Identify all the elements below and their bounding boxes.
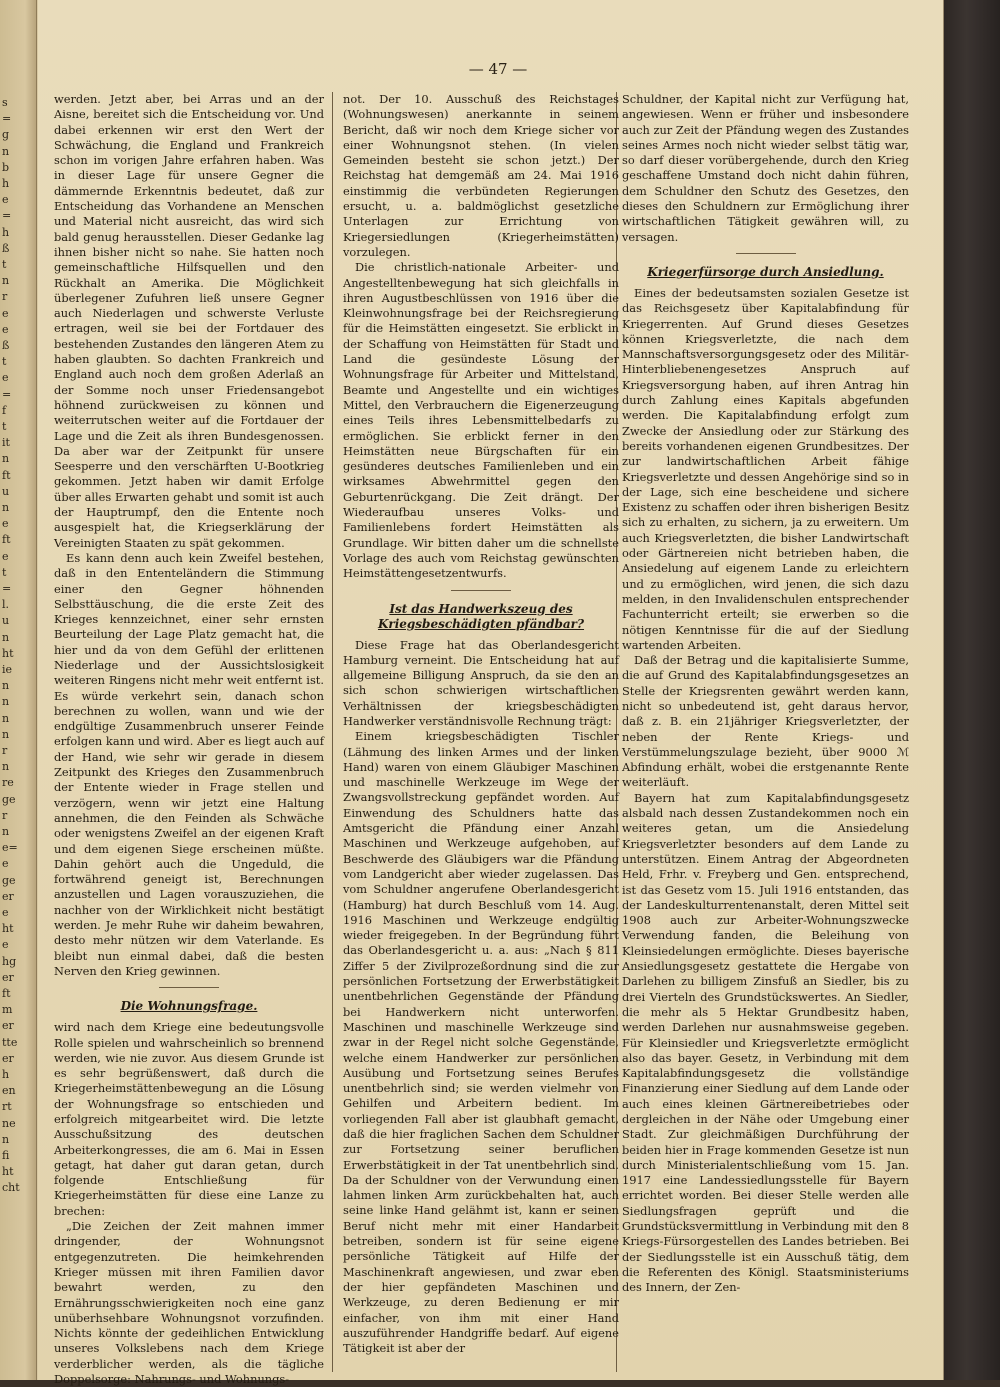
page-number: — 47 — [468,60,528,78]
margin-fragment: u [2,614,10,628]
margin-fragment: n [2,501,10,514]
margin-fragment: tte [2,1035,18,1049]
margin-fragment: n [2,760,10,774]
margin-fragment: n [2,274,10,288]
paragraph: wird nach dem Kriege eine bedeutungsvolle Rolle spielen und wahrscheinlich so brennend werden, wie nie zuvor. Aus diesem Grunde ist es sehr begrüßenswert, daß durch die Kriegerheimstättenbewegung an die Lösung der Wohnungsfrage so entschieden und erfolgreich mitgearbeitet wird. Die letzte Ausschußsitzung des deutschen Arbeiterkongresses, die am 6. Mai in Essen getagt, hat daher gut daran getan, durch folgende Entschließung für Kriegerheimstätten für diese eine Lanze zu brechen: [54,1020,324,1218]
margin-fragment: t [2,258,7,271]
paragraph: „Die Zeichen der Zeit mahnen immer dringender, der Wohnungsnot entgegenzutreten. Die heimkehrenden Krieger müssen mit ihren Familien davor bewahrt werden, zu den Ernährungsschwierigkeiten noch eine ganz unüberhsehbare Wohnungsnot vorzufinden. Nichts könnte der gedeihlichen Entwicklung unseres Volkslebens nach dem Kriege verderblicher werden, als die tägliche Doppelsorge: Nahrungs- und Wohnungs- [54,1219,324,1387]
margin-fragment: ft [2,468,11,482]
margin-fragment: s [2,96,8,109]
margin-fragment: fi [2,1149,10,1162]
margin-fragment: n [2,1132,10,1146]
margin-fragment: n [2,452,10,466]
column-rule [332,92,333,1372]
margin-fragment: e [2,306,9,320]
margin-fragment: e [2,857,9,871]
paragraph: Eines der bedeutsamsten sozialen Gesetze ist das Reichsgesetz über Kapitalabfindung für Kriegerrenten. Auf Grund dieses Gesetzes können Kriegsverletzte, die nach dem Mannschaftsversorgungsgesetz oder des Militär-Hinterbliebenengesetzes Anspruch auf Kriegsversorgung haben, auf ihren Antrag hin durch Zahlung eines Kapitals abgefunden werden. Die Kapitalabfindung erfolgt zum Zwecke der Ansiedlung oder zur Stärkung des bereits vorhandenen eigenen Grundbesitzes. Der zur landwirtschaftlichen Arbeit fähige Kriegsverletzte und dessen Angehörige sind so in der Lage, sich eine bescheidene und sichere Existenz zu schaffen oder ihren bisherigen Besitz sich zu erhalten, zu sichern, ja zu erweitern. Um auch Kriegsverletzten, die bisher Landwirtschaft oder Gärtnereien nicht betrieben haben, die Ansiedelung auf eigenem Lande zu erleichtern und zu ermöglichen, wird jenen, die sich dazu melden, in den Invalidenschulen entsprechender Fachunterricht erteilt; sie erwerben so die nötigen Kenntnisse für die auf der Siedlung wartenden Arbeiten. [622,285,909,652]
margin-fragment: ht [2,646,14,660]
margin-fragment: r [2,290,8,304]
margin-fragment: e [2,549,9,563]
margin-fragment: = [2,582,12,595]
margin-fragment: t [2,565,7,579]
margin-fragment: l. [2,598,10,612]
margin-fragment: ie [2,663,13,676]
margin-fragment: e [2,517,9,531]
margin-fragment: n [2,144,10,158]
previous-page-edge [0,0,37,1380]
paragraph: Diese Frage hat das Oberlandesgericht Hamburg verneint. Die Entscheidung hat auf allgemeine Billigung Anspruch, da sie den an sich schon schwierigen wirtschaftlichen Verhältnissen der kriegsbeschädigten Handwerker verständnisvolle Rechnung trägt: [343,637,619,728]
paragraph: Schuldner, der Kapital nicht zur Verfügung hat, angewiesen. Wenn er früher und insbesondere auch zur Zeit der Pfändung wegen des Zustandes seines Armes noch nicht wieder selbst tätig war, so darf dieser vorübergehende, durch den Krieg geschaffene Umstand doch nicht dahin führen, dem Schuldner den Schutz des Gesetzes, den dieses den Schuldnern zur Ermöglichung ihrer wirtschaftlichen Tätigkeit gewähren will, zu versagen. [622,92,910,244]
margin-fragment: ge [2,873,16,887]
newspaper-page [38,0,943,1387]
margin-fragment: ge [2,792,16,806]
column-3 [622,92,909,1362]
margin-fragment: = [2,112,12,126]
margin-fragment: ß [2,339,10,352]
margin-fragment: f [2,403,7,417]
margin-fragment: e [2,938,9,952]
margin-fragment: h [2,225,10,239]
column-2 [343,92,619,1362]
margin-fragment: it [2,436,10,450]
margin-fragment: = [2,209,12,223]
margin-fragment: ft [2,533,11,547]
margin-fragment: e [2,322,9,336]
margin-fragment: hg [2,954,17,968]
section-heading: Ist das Handwerkszeug des Kriegsbeschädigten pfändbar? [377,601,585,631]
margin-fragment: g [2,128,10,142]
margin-fragment: n [2,825,10,838]
margin-fragment: t [2,355,7,369]
book-binding [944,0,1000,1380]
paragraph: Es kann denn auch kein Zweifel bestehen, daß in den Ententeländern die Stimmung einer den Gegner höhnenden Selbsttäuschung, die die erste Zeit des Krieges kennzeichnet, einer sehr ernsten Beurteilung der Lage Platz gemacht hat, die hier und da von dem Gefühl der erlittenen Niederlage und der Aussichtslosigkeit weiteren Ringens nicht mehr weit entfernt ist. Es würde verkehrt sein, danach schon berechnen zu wollen, wann und wie der endgültige Zusammenbruch unserer Feinde erfolgen kann und wird. Aber es liegt auch auf der Hand, wie sehr wir gerade in diesem Zeitpunkt des Krieges den Zusammenbruch der Entente wieder in Frage stellen und verzögern, wenn wir jetzt eine Haltung annehmen, die den Feinden als Schwäche oder wenigstens Zweifel an der eigenen Kraft und dem eigenen Siege erscheinen müßte. Dahin gehört auch die Ungeduld, die fortwährend geneigt ist, Berechnungen anzustellen und Lagen vorauszuziehen, die nachher von der Wirklichkeit nicht bestätigt werden. Je mehr Ruhe wir daheim bewahren, desto mehr nützen wir dem Vaterlande. Es bleibt nun einmal dabei, daß die besten Nerven den Krieg gewinnen. [54,550,324,978]
margin-fragment: b [2,160,10,174]
margin-fragment: n [2,679,10,693]
margin-fragment: h [2,1068,10,1081]
margin-fragment: r [2,808,8,822]
margin-fragment: ne [2,1116,16,1130]
margin-fragment: e [2,906,9,919]
margin-fragment: e [2,371,9,385]
margin-fragment: m [2,1003,13,1017]
margin-fragment: e= [2,841,18,855]
paragraph: not. Der 10. Ausschuß des Reichstages (Wohnungswesen) anerkannte in seinem Bericht, daß wir noch dem Kriege sicher vor einer Wohnungsnot stehen. (In vielen Gemeinden besteht sie schon jetzt.) Der Reichstag hat demgemäß am 24. Mai 1916 einstimmig die verbündeten Regierungen ersucht, u. a. baldmöglichst gesetzliche Unterlagen zur Errichtung von Kriegersiedlungen (Kriegerheimstätten) vorzulegen. [343,92,619,259]
margin-fragment: n [2,727,10,741]
margin-fragment: er [2,1019,14,1033]
margin-fragment: cht [2,1181,20,1195]
paragraph: Einem kriegsbeschädigten Tischler (Lähmung des linken Armes und der linken Hand) waren von einem Gläubiger Maschinen und maschinelle Werkzeuge im Wege der Zwangsvollstreckung gepfändet worden. Auf Einwendung des Schuldners hatte das Amtsgericht die Pfändung einer Anzahl Maschinen und Werkzeuge aufgehoben, auf Beschwerde des Gläubigers war die Pfändung vom Landgericht aber wieder zugelassen. Das vom Schuldner angerufene Oberlandesgericht (Hamburg) hat durch Beschluß vom 14. Aug. 1916 Maschinen und Werkzeuge endgültig wieder freigegeben. In der Begründung führt das Oberlandesgericht u. a. aus: „Nach § 811 Ziffer 5 der Zivilprozeßordnung sind die zur persönlichen Fortsetzung der Erwerbstätigkeit unentbehrlichen Gegenstände der Pfändung bei Handwerkern nicht unterworfen. Maschinen und maschinelle Werkzeuge sind zwar in der Regel nicht solche Gegenstände, welche einem Handwerker zur persönlichen Ausübung und Fortsetzung seines Berufes unentbehrlich sind; sie werden vielmehr von Gehilfen und Arbeitern bedient. Im vorliegenden Fall aber ist glaubhaft gemacht, daß die hier fraglichen Sachen dem Schuldner zur Fortsetzung seiner beruflichen Erwerbstätigkeit in der Tat unentbehrlich sind. Da der Schuldner von der Verwundung einen lahmen linken Arm zurückbehalten hat, auch seine linke Hand gelähmt ist, kann er seinen Beruf nicht mehr mit einer Handarbeit betreiben, sondern ist für seine eigene persönliche Tätigkeit auf Hilfe der Maschinenkraft angewiesen, und zwar eben der hier gepfändeten Maschinen und Werkzeuge, zu deren Bedienung er mir einfacher, von ihm mit einer Hand auszuführender Handgriffe bedarf. Auf eigene Tätigkeit ist aber der [343,729,619,1356]
margin-fragment: = [2,387,12,401]
margin-fragment: rt [2,1100,12,1114]
margin-fragment: ß [2,241,10,255]
paragraph: Daß der Betrag und die kapitalisierte Summe, die auf Grund des Kapitalabfindungsgesetzes an Stelle der Kriegsrenten gewährt werden kann, nicht so unbedeutend ist, geht daraus hervor, daß z. B. ein 21jähriger Kriegsverletzter, der neben der Rente Kriegs- und Verstümmelungszulage bezieht, über 9000 ℳ Abfindung erhält, wobei die erstgenannte Rente weiterläuft. [622,653,909,790]
margin-fragment: n [2,695,10,709]
margin-fragment: n [2,711,10,725]
margin-fragment: ft [2,987,11,1000]
margin-fragment: en [2,1084,16,1098]
section-divider [159,987,219,988]
margin-fragment: r [2,744,8,757]
margin-fragment: n [2,630,10,644]
paragraph: werden. Jetzt aber, bei Arras und an der Aisne, bereitet sich die Entscheidung vor. Und dabei erkennen wir erst den Wert der Schwächung, die England und Frankreich schon im vorigen Jahre erfahren haben. Was in dieser Lage für unsere Gegner die dämmernde Erkenntnis bedeutet, daß zur Entscheidung das Vorhandene an Menschen und Material nicht ausreicht, das wird sich bald genug herausstellen. Dieser Gedanke lag ihnen bisher nicht so nahe. Sie hatten noch gemeinschaftliche Hilfsquellen und den Rückhalt an Amerika. Die Möglichkeit überlegener Zufuhren ließ unsere Gegner auch Niederlagen und schwerste Verluste ertragen, weil sie bei der Fortdauer des bestehenden Zustandes den längeren Atem zu haben glaubten. So dachten Frankreich und England auch noch dem großen Aderlaß an der Somme noch unser Friedensangebot höhnend zurückweisen zu können und weiterrutschen weiter auf die Fortdauer der Lage und die Zeit als ihren Bundesgenossen. Da aber war der Zeitpunkt für unsere Seesperre und den verschärften U-Bootkrieg gekommen. Jetzt haben wir damit Erfolge über alles Erwarten gehabt und somit ist auch der Hauptrumpf, den die Entente noch ausgespielt hat, die Kriegserklärung der Vereinigten Staaten zu spät gekommen. [54,92,324,550]
margin-fragment: er [2,1051,14,1065]
margin-fragment: ht [2,1165,14,1179]
margin-fragment: u [2,484,10,498]
margin-fragment: h [2,177,10,190]
section-divider [451,590,511,591]
section-divider [736,253,796,254]
margin-fragment: er [2,970,14,984]
column-1 [54,92,324,1387]
paragraph: Bayern hat zum Kapitalabfindungsgesetz alsbald nach dessen Zustandekommen noch ein weiteres getan, um die Ansiedelung Kriegsverletzter besonders auf dem Lande zu unterstützen. Einem Antrag der Abgeordneten Held, Frhr. v. Freyberg und Gen. entsprechend, ist das Gesetz vom 15. Juli 1916 entstanden, das der Landeskulturrentenanstalt, deren Mittel seit 1908 auch zur Arbeiter-Wohnungszwecke Verwendung fanden, die Beleihung von Kleinsiedelungen ermöglichte. Dieses bayerische Ansiedlungsgesetz gestattete die Hergabe von Darlehen zu billigem Zinsfuß an Siedler, bis zu drei Vierteln des Grundstückswertes. An Siedler, die mehr als 5 Hektar Grundbesitz haben, werden Darlehen nur ausnahmsweise gegeben. Für Kleinsiedler und Kriegsverletzte ermöglicht also das bayer. Gesetz, in Verbindung mit dem Kapitalabfindungsgesetz die vollständige Finanzierung einer Siedlung auf dem Lande oder auch eines kleinen Gärtnereibetriebes oder dergleichen in der Nähe oder Umgebung einer Stadt. Zur gleichmäßigen Durchführung der beiden hier in Frage kommenden Gesetze ist nun durch Ministerialentschließung vom 15. Jan. 1917 eine Landessiedlungsstelle für Bayern errichtet worden. Bei dieser Stelle werden alle Siedlungsfragen geprüft und die Grundstücksvermittlung in Verbindung mit den 8 Kriegs-Fürsorgestellen des Landes betrieben. Bei der Siedlungsstelle ist ein Ausschuß tätig, dem die Referenten des Königl. Staatsministeriums des Innern, der Zen- [622,790,909,1295]
margin-fragment: re [2,776,14,790]
section-heading: Die Wohnungsfrage. [120,999,258,1014]
margin-fragment: t [2,420,7,433]
section-heading: Kriegerfürsorge durch Ansiedlung. [647,264,884,279]
margin-fragment: er [2,889,14,903]
margin-fragment: e [2,193,9,207]
paragraph: Die christlich-nationale Arbeiter- und Angestelltenbewegung hat sich gleichfalls in ihren Augustbeschlüssen von 1916 über die Kleinwohnungsfrage bei der Reichsregierung für die Heimstätten eingesetzt. Sie erblickt in der Schaffung von Heimstätten für Stadt und Land die gesündeste Lösung der Wohnungsfrage für Arbeiter und Mittelstand, Beamte und Angestellte und ein wichtiges Mittel, den Verbrauchern die Eigenerzeugung eines Teils ihres Lebensmittelbedarfs zu ermöglichen. Sie erblickt ferner in den Heimstätten neue Bürgschaften für ein gesünderes deutsches Familienleben und ein wirksames Abwehrmittel gegen den Geburtenrückgang. Die Zeit drängt. Der Wiederaufbau unseres Volks- und Familienlebens fordert Heimstätten als Grundlage. Wir bitten daher um die schnellste Vorlage des auch vom Reichstag gewünschten Heimstättengesetzentwurfs. [343,260,619,581]
margin-fragment: ht [2,922,14,936]
